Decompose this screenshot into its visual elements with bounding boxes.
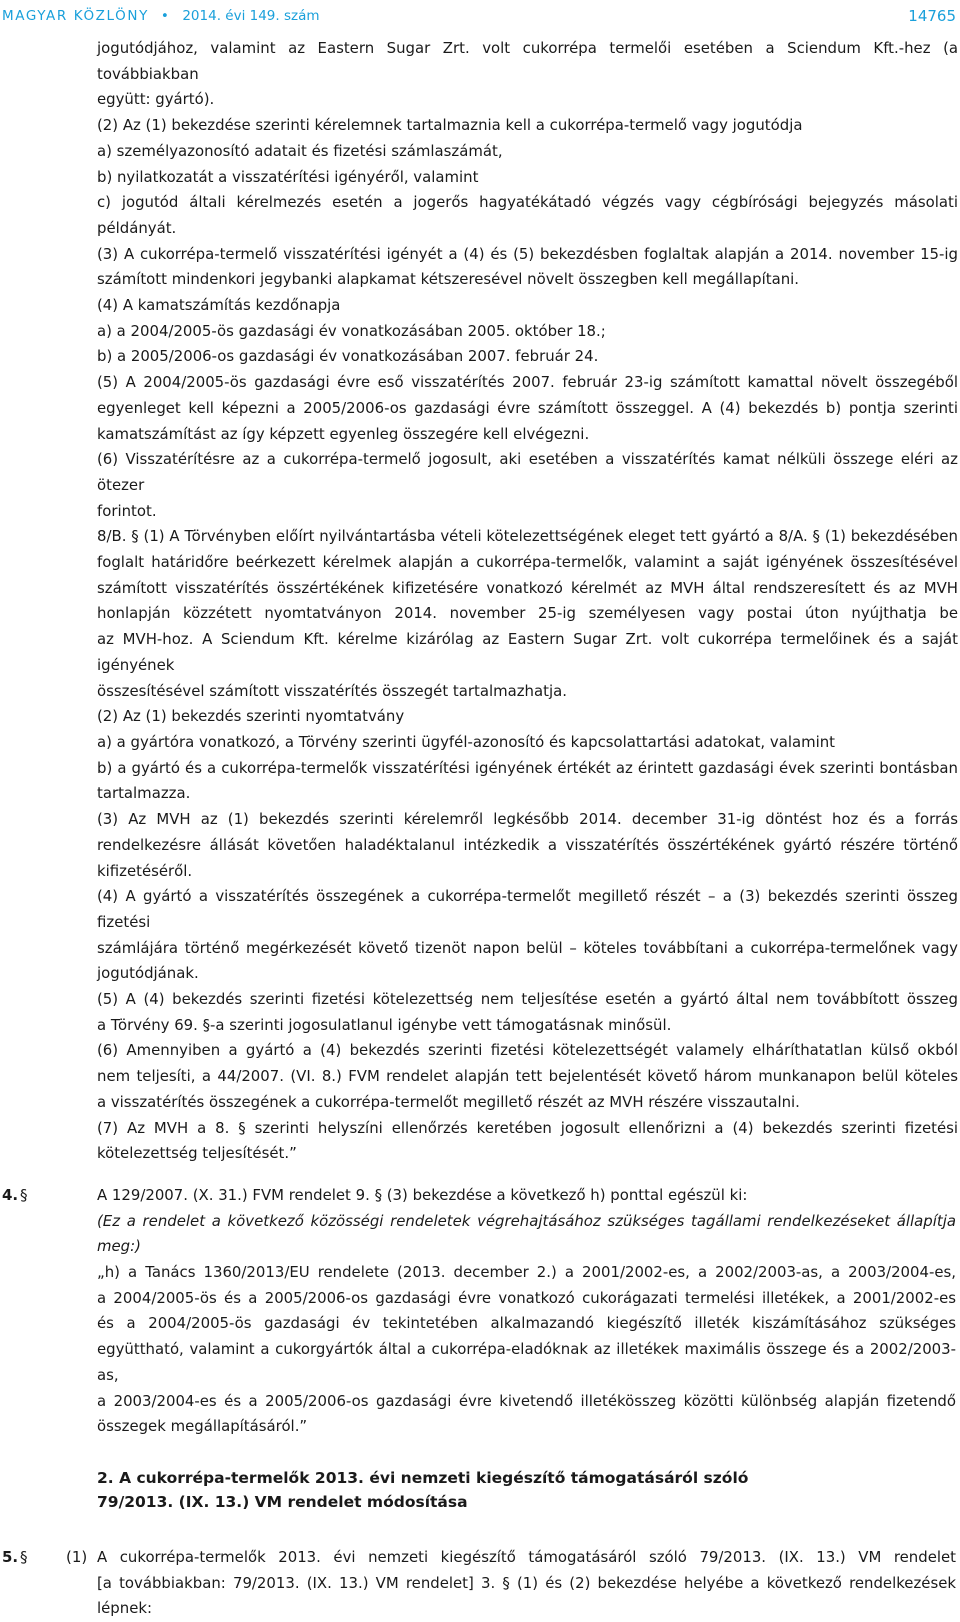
text-line: [a továbbiakban: 79/2013. (IX. 13.) VM rendelet] 3. § (1) és (2) bekezdése helyébe a következő rendelkezések lépnek: — [97, 1573, 956, 1618]
section-5 — [0, 1545, 960, 1622]
text-line: (4) A gyártó a visszatérítés összegének a cukorrépa-termelőt megillető részét – a (3) bekezdés szerinti összeg fizetési — [97, 887, 958, 931]
section-number: 5. — [2, 1547, 19, 1566]
text-line: számított visszatérítés összértékének kifizetésére vonatkozó kérelmét az MVH által rendszeresített és az MVH — [97, 578, 958, 597]
text-line: (6) Amennyiben a gyártó a (4) bekezdés szerinti fizetési kötelezettségét valamely elháríthatatlan külső okból — [97, 1041, 958, 1060]
text-line: (2) Az (1) bekezdése szerinti kérelemnek tartalmaznia kell a cukorrépa-termelő vagy jogutódja — [97, 116, 803, 135]
text-line: összesítésével számított visszatérítés összegét tartalmazhatja. — [97, 681, 567, 700]
text-line: összegek megállapításáról.” — [97, 1417, 308, 1436]
text-line: honlapján közzétett nyomtatványon 2014. november 25-ig személyesen vagy postai úton nyújthatja be — [97, 604, 958, 623]
text-line: (6) Visszatérítésre az a cukorrépa-termelő jogosult, aki esetében a visszatérítés kamat nélküli összege eléri az ötezer — [97, 450, 958, 494]
text-line: forintot. — [97, 501, 157, 520]
text-line: együtt: gyártó). — [97, 90, 215, 109]
page-header — [0, 0, 960, 32]
text-line: A 129/2007. (X. 31.) FVM rendelet 9. § (3) bekezdése a következő h) ponttal egészül ki: — [97, 1185, 748, 1204]
section-sign: § — [20, 1547, 28, 1566]
text-line: az MVH-hoz. A Sciendum Kft. kérelme kizárólag az Eastern Sugar Zrt. volt cukorrépa termelőinek és a saját igényének — [97, 630, 958, 674]
text-line: (3) A cukorrépa-termelő visszatérítési igényét a (4) és (5) bekezdésben foglaltak alapján a 2014. november 15-ig — [97, 244, 958, 263]
spacer — [0, 1515, 960, 1545]
running-head — [2, 8, 320, 24]
text-line: és a 2004/2005-ös gazdasági év tekintetében alkalmazandó kiegészítő illeték kiszámításához szükséges — [97, 1314, 956, 1333]
text-line: kötelezettség teljesítését.” — [97, 1144, 297, 1163]
text-line: a 2004/2005-ös és a 2005/2006-os gazdasági évre vonatkozó cukorágazati termelési illetékek, a 2001/2002-es — [97, 1288, 956, 1307]
text-line-italic: (Ez a rendelet a következő közösségi rendeletek végrehajtásához szükséges tagállami rendelkezéseket állapítja meg:) — [97, 1211, 956, 1256]
text-line: (2) Az (1) bekezdés szerinti nyomtatvány — [97, 707, 405, 726]
text-line: tartalmazza. — [97, 784, 191, 803]
text-line: (4) A kamatszámítás kezdőnapja — [97, 296, 341, 315]
page-number: 14765 — [908, 7, 956, 25]
journal-title: MAGYAR KÖZLÖNY — [2, 8, 149, 24]
section-number: 4. — [2, 1185, 19, 1204]
text-line: egyenleget kell képezni a 2005/2006-os gazdasági évre számított összeggel. A (4) bekezdés b) pontja szerinti — [97, 398, 958, 417]
text-line: rendelkezésre állását követően haladéktalanul intézkedik a visszatérítés összértékének gyártó részére történő — [97, 835, 958, 854]
text-line: a) személyazonosító adatait és fizetési számlaszámát, — [97, 141, 503, 160]
text-line: A cukorrépa-termelők 2013. évi nemzeti kiegészítő támogatásáról szóló 79/2013. (IX. 13.) VM rendelet — [97, 1547, 956, 1566]
text-line: jogutódjának. — [97, 964, 199, 983]
spacer — [0, 1167, 960, 1183]
subtitle-line: 2. A cukorrépa-termelők 2013. évi nemzeti kiegészítő támogatásáról szóló — [97, 1468, 749, 1487]
text-line: (5) A 2004/2005-ös gazdasági évre eső visszatérítés 2007. február 23-ig számított kamattal növelt összegéből — [97, 373, 958, 392]
bullet-separator: • — [160, 8, 171, 24]
text-line: kifizetéséről. — [97, 861, 193, 880]
text-line: (5) A (4) bekezdés szerinti fizetési kötelezettség nem teljesítése esetén a gyártó által nem továbbított összeg — [97, 990, 958, 1009]
text-line: kamatszámítást az így képzett egyenleg összegére kell elvégezni. — [97, 424, 590, 443]
spacer — [0, 1440, 960, 1466]
text-line: számlájára történő megérkezését követő tizenöt napon belül – köteles továbbítani a cukorrépa-termelőnek vagy — [97, 938, 958, 957]
text-line: a) a gyártóra vonatkozó, a Törvény szerinti ügyfél-azonosító és kapcsolattartási adatokat, valamint — [97, 732, 835, 751]
text-line: a visszatérítés összegének a cukorrépa-termelőt megillető részét az MVH részére visszautalni. — [97, 1092, 800, 1111]
document-body — [0, 36, 960, 1622]
issue-label: 2014. évi 149. szám — [182, 8, 320, 24]
text-line: együttható, valamint a cukorgyártók által a cukorrépa-eladóknak az illetékek maximális összege és a 2002/2003-as, — [97, 1340, 956, 1384]
text-line: 8/B. § (1) A Törvényben előírt nyilvántartásba vételi kötelezettségének eleget tett gyártó a 8/A. § (1) bekezdésében — [97, 527, 958, 546]
text-line: a Törvény 69. §-a szerinti jogosulatlanul igénybe vett támogatásnak minősül. — [97, 1015, 672, 1034]
text-line: jogutódjához, valamint az Eastern Sugar Zrt. volt cukorrépa termelői esetében a Sciendum Kft.-hez (a továbbiakban — [97, 39, 958, 83]
subtitle-line: 79/2013. (IX. 13.) VM rendelet módosítása — [97, 1493, 468, 1512]
text-line: b) nyilatkozatát a visszatérítési igényéről, valamint — [97, 167, 479, 186]
subsection-number: (1) — [66, 1547, 88, 1566]
text-line: „h) a Tanács 1360/2013/EU rendelete (2013. december 2.) a 2001/2002-es, a 2002/2003-as, a 2003/2004-es, — [97, 1263, 956, 1282]
text-line: (3) Az MVH az (1) bekezdés szerinti kérelemről legkésőbb 2014. december 31-ig döntést hoz és a forrás — [97, 810, 958, 829]
text-line: (7) Az MVH a 8. § szerinti helyszíni ellenőrzés keretében jogosult ellenőrizni a (4) bekezdés szerinti fizetési — [97, 1118, 958, 1137]
text-line: b) a 2005/2006-os gazdasági év vonatkozásában 2007. február 24. — [97, 347, 599, 366]
text-line: a 2003/2004-es és a 2005/2006-os gazdasági évre kivetendő illetékösszeg közötti különbség alapján fizetendő — [97, 1391, 956, 1410]
text-line: c) jogutód általi kérelmezés esetén a jogerős hagyatékátadó végzés vagy cégbírósági bejegyzés másolati példányát. — [97, 193, 958, 237]
text-line: számított mindenkori jegybanki alapkamat kétszeresével növelt összegben kell megállapítani. — [97, 270, 800, 289]
text-line: nem teljesíti, a 44/2007. (VI. 8.) FVM rendelet alapján tett bejelentését követő három munkanapon belül köteles — [97, 1067, 958, 1086]
text-line: a) a 2004/2005-ös gazdasági év vonatkozásában 2005. október 18.; — [97, 321, 606, 340]
section-sign: § — [20, 1185, 28, 1204]
text-line: foglalt határidőre beérkezett kérelmek alapján a cukorrépa-termelők, valamint a saját igényének összesítésével — [97, 553, 958, 572]
text-line: b) a gyártó és a cukorrépa-termelők visszatérítési igényének értékét az érintett gazdasági évek szerinti bontásban — [97, 758, 958, 777]
section-4 — [0, 1183, 960, 1440]
